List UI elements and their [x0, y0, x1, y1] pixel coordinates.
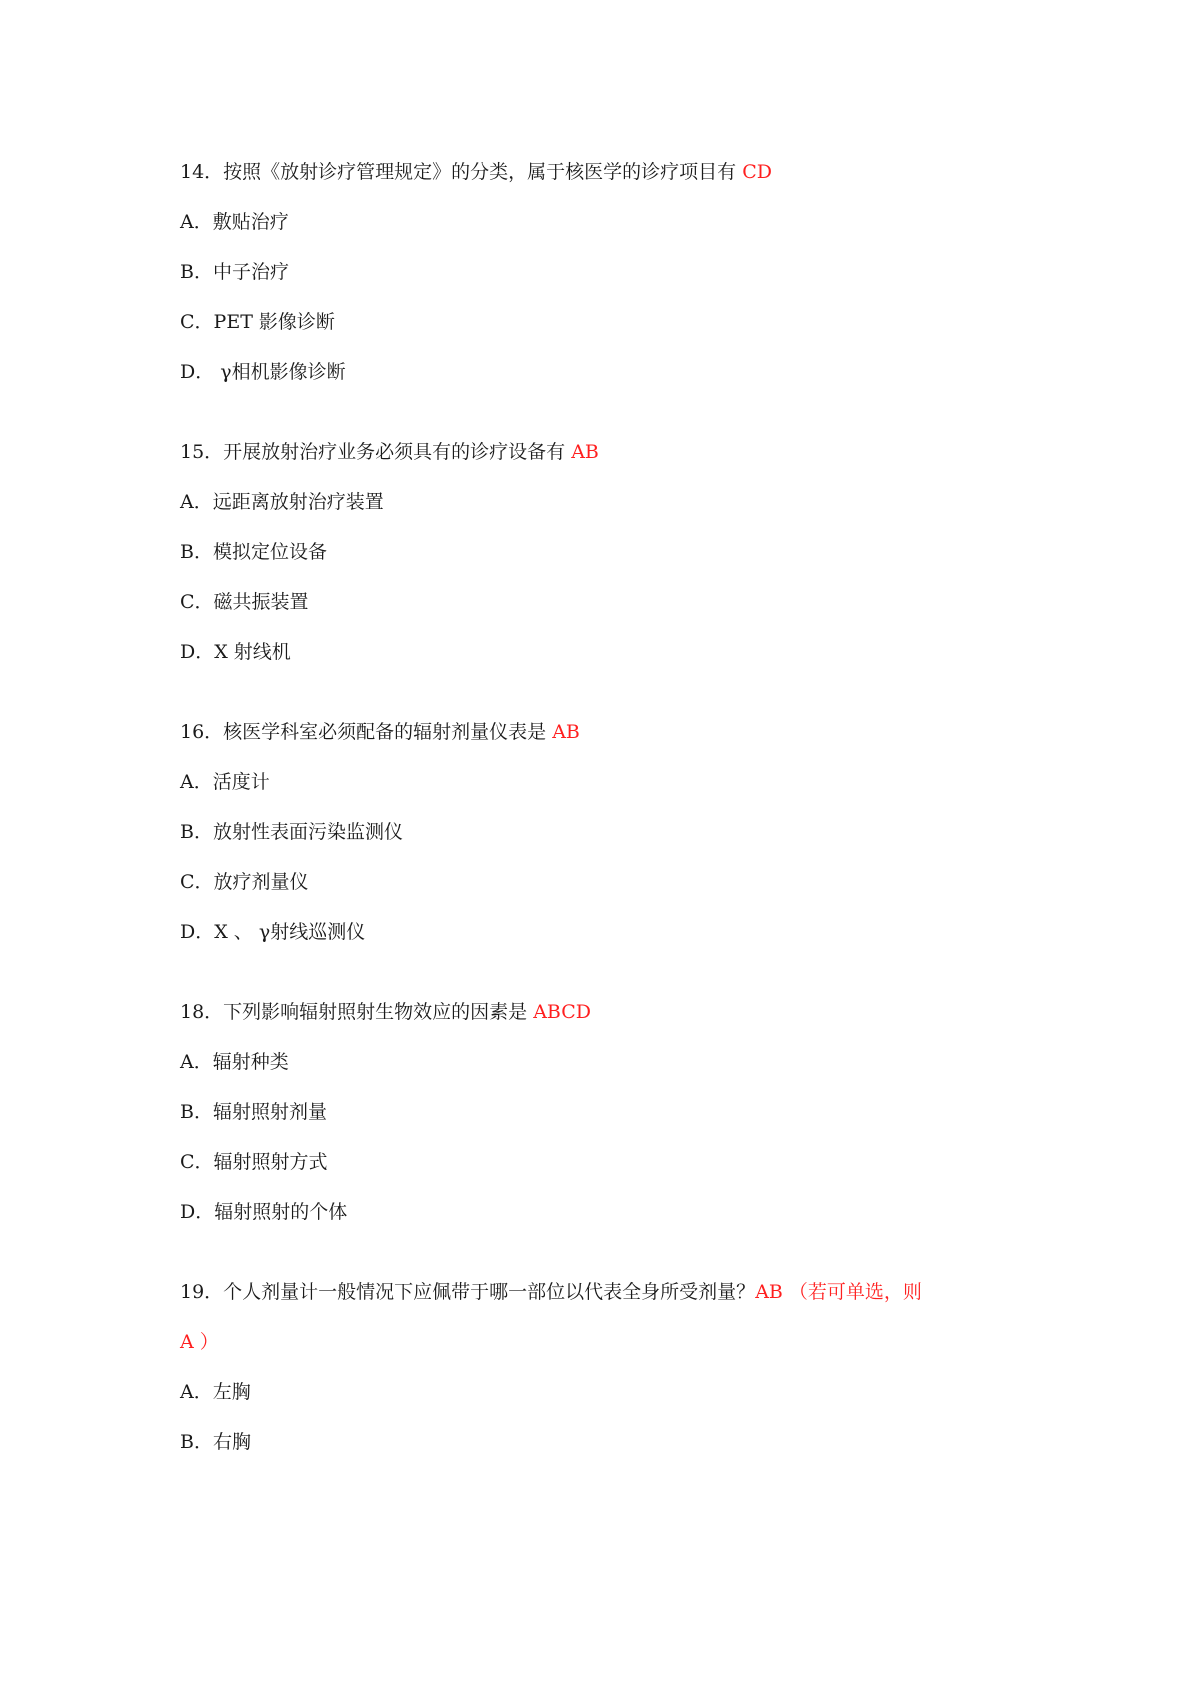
option-item: D．辐射照射的个体 — [180, 1201, 348, 1223]
question-19-stem — [180, 1280, 922, 1304]
option-item: B．放射性表面污染监测仪 — [180, 821, 403, 843]
option-item: A．活度计 — [180, 771, 270, 793]
question-stem-text: 16．核医学科室必须配备的辐射剂量仪表是 — [180, 721, 547, 743]
option-item: C．PET 影像诊断 — [180, 311, 335, 333]
option-item: C．磁共振装置 — [180, 591, 309, 613]
question-stem-text: 14．按照《放射诊疗管理规定》的分类，属于核医学的诊疗项目有 — [180, 161, 737, 183]
answer-key: CD — [742, 161, 772, 183]
answer-note: （若可单选，则 — [788, 1281, 922, 1303]
option-item: C．放疗剂量仪 — [180, 871, 309, 893]
option-item: D．X 、 γ射线巡测仪 — [180, 921, 366, 943]
option-item: B．中子治疗 — [180, 261, 289, 283]
option-item: A．敷贴治疗 — [180, 211, 289, 233]
question-18-stem — [180, 1000, 591, 1024]
answer-key: AB — [571, 441, 599, 463]
option-item: B．模拟定位设备 — [180, 541, 327, 563]
question-15-stem — [180, 440, 599, 464]
option-item: C．辐射照射方式 — [180, 1151, 328, 1173]
answer-note-continued: A ） — [180, 1331, 219, 1353]
option-item: D． γ相机影像诊断 — [180, 361, 346, 383]
question-stem-text: 15．开展放射治疗业务必须具有的诊疗设备有 — [180, 441, 566, 463]
option-item: D．X 射线机 — [180, 641, 291, 663]
option-item: B．辐射照射剂量 — [180, 1101, 327, 1123]
question-14-stem — [180, 160, 772, 184]
answer-key: AB — [755, 1281, 783, 1303]
question-stem-text: 19．个人剂量计一般情况下应佩带于哪一部位以代表全身所受剂量？ — [180, 1281, 756, 1303]
question-stem-text: 18．下列影响辐射照射生物效应的因素是 — [180, 1001, 528, 1023]
answer-key: AB — [552, 721, 580, 743]
answer-key: ABCD — [533, 1001, 591, 1023]
option-item: A．左胸 — [180, 1381, 251, 1403]
option-item: B．右胸 — [180, 1431, 251, 1453]
question-16-stem — [180, 720, 580, 744]
option-item: A．辐射种类 — [180, 1051, 289, 1073]
option-item: A．远距离放射治疗装置 — [180, 491, 384, 513]
